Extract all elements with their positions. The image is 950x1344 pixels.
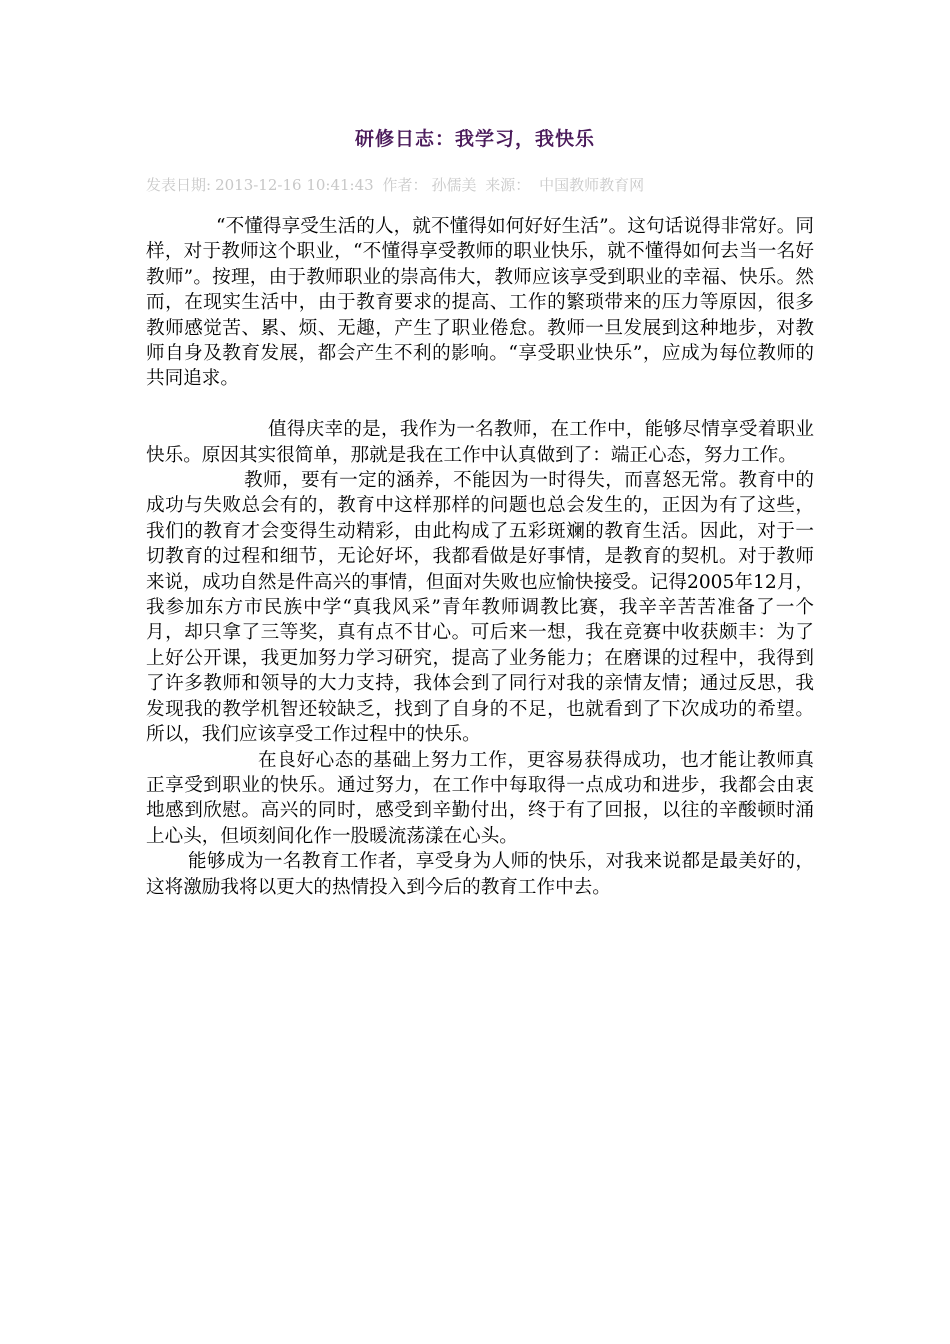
source-value: 中国教师教育网 (539, 176, 645, 194)
paragraph-2: 值得庆幸的是，我作为一名教师，在工作中，能够尽情享受着职业快乐。原因其实很简单，那就是我在工作中认真做到了：端正心态，努力工作。 (146, 419, 814, 466)
source-label: 来源： (485, 176, 531, 194)
paragraph-3: 教师，要有一定的涵养，不能因为一时得失，而喜怒无常。教育中的成功与失败总会有的，教育中这样那样的问题也总会发生的，正因为有了这些，我们的教育才会变得生动精彩，由此构成了五彩斑斓的教育生活。因此，对于一切教育的过程和细节，无论好坏，我都看做是好事情，是教育的契机。对于教师来说，成功自然是件高兴的事情，但面对失败也应愉快接受。记得2005年12月，我参加东方市民族中学“真我风采”青年教师调教比赛，我辛辛苦苦准备了一个月，却只拿了三等奖，真有点不甘心。可后来一想，我在竞赛中收获颇丰：为了上好公开课，我更加努力学习研究，提高了业务能力；在磨课的过程中，我得到了许多教师和领导的大力支持，我体会到了同行对我的亲情友情；通过反思，我发现我的教学机智还较缺乏，找到了自身的不足，也就看到了下次成功的希望。所以，我们应该享受工作过程中的快乐。 (146, 470, 814, 746)
author-label: 作者： (382, 176, 428, 194)
paragraph-4: 在良好心态的基础上努力工作，更容易获得成功，也才能让教师真正享受到职业的快乐。通过努力，在工作中每取得一点成功和进步，我都会由衷地感到欣慰。高兴的同时，感受到辛勤付出，终于有了回报，以往的辛酸顿时涌上心头，但顷刻间化作一股暖流荡漾在心头。 (146, 749, 814, 847)
paragraph-5: 能够成为一名教育工作者，享受身为人师的快乐，对我来说都是最美好的，这将激励我将以更大的热情投入到今后的教育工作中去。 (146, 851, 814, 898)
author-value: 孙儒美 (431, 176, 477, 194)
article-body (146, 214, 814, 900)
date-label: 发表日期: (146, 176, 212, 194)
date-value: 2013-12-16 10:41:43 (215, 176, 374, 194)
article-meta (146, 174, 826, 195)
page-title: 研修日志：我学习，我快乐 (354, 128, 595, 150)
paragraph-spacer (146, 392, 814, 417)
paragraph-1: “不懂得享受生活的人，就不懂得如何好好生活”。这句话说得非常好。同样，对于教师这个职业，“不懂得享受教师的职业快乐，就不懂得如何去当一名好教师”。按理，由于教师职业的崇高伟大，教师应该享受到职业的幸福、快乐。然而，在现实生活中，由于教育要求的提高、工作的繁琐带来的压力等原因，很多教师感觉苦、累、烦、无趣，产生了职业倦怠。教师一旦发展到这种地步，对教师自身及教育发展，都会产生不利的影响。“享受职业快乐”，应成为每位教师的共同追求。 (146, 216, 814, 390)
